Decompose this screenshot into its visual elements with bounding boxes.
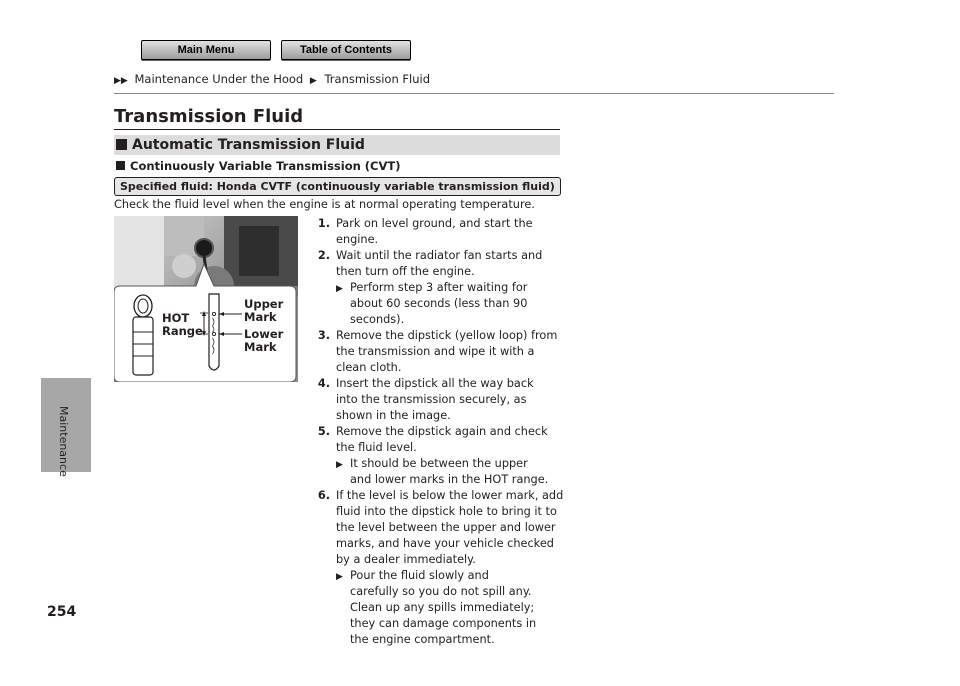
procedure-steps: [308, 216, 570, 648]
step-item: [308, 328, 570, 376]
breadcrumb-arrow-icon: ▶: [309, 76, 317, 86]
note-arrow-icon: ▶: [336, 284, 343, 294]
upper-mark-label-line1: Upper: [244, 297, 284, 311]
step-note-text: Pour the fluid slowly and carefully so you do not spill any. Clean up any spills immediately; they can damage components in the engine compartment.: [350, 569, 537, 646]
step-number: 1.: [317, 217, 330, 230]
lower-mark-label-line2: Mark: [244, 340, 277, 354]
subsection-heading: [114, 159, 401, 173]
square-bullet-icon: [116, 161, 125, 170]
note-arrow-icon: ▶: [336, 460, 343, 470]
breadcrumb-item-maintenance-under-the-hood[interactable]: Maintenance Under the Hood: [134, 72, 304, 86]
step-text: Insert the dipstick all the way back into the transmission securely, as shown in the image.: [336, 377, 534, 422]
hot-range-label-line2: Range: [162, 324, 203, 338]
intro-text: Check the fluid level when the engine is at normal operating temperature.: [114, 198, 535, 211]
page-number: 254: [47, 604, 77, 620]
hot-range-label-line1: HOT: [162, 311, 190, 325]
step-number: 3.: [317, 329, 330, 342]
step-text: Wait until the radiator fan starts and then turn off the engine.: [336, 249, 543, 278]
specified-fluid-box: Specified fluid: Honda CVTF (continuously variable transmission fluid): [114, 177, 561, 196]
table-of-contents-button[interactable]: Table of Contents: [281, 40, 411, 60]
step-text: Remove the dipstick (yellow loop) from the transmission and wipe it with a clean cloth.: [336, 329, 558, 374]
title-divider: [114, 129, 560, 130]
section-heading-text: Automatic Transmission Fluid: [132, 137, 365, 153]
step-note-text: It should be between the upper and lower marks in the HOT range.: [350, 457, 549, 486]
step-number: 2.: [317, 249, 330, 262]
main-menu-button[interactable]: Main Menu: [141, 40, 271, 60]
page-title: Transmission Fluid: [114, 106, 304, 127]
side-tab-label: Maintenance: [57, 406, 70, 477]
lower-mark-label-line1: Lower: [244, 327, 284, 341]
breadcrumb-arrow-icon: ▶▶: [114, 76, 128, 86]
breadcrumb-item-transmission-fluid: Transmission Fluid: [324, 72, 431, 86]
step-item: [308, 424, 570, 456]
note-arrow-icon: ▶: [336, 572, 343, 582]
step-note: [308, 280, 570, 328]
step-text: Park on level ground, and start the engine.: [336, 217, 533, 246]
step-number: 5.: [317, 425, 330, 438]
breadcrumb: [114, 72, 430, 86]
step-text: Remove the dipstick again and check the fluid level.: [336, 425, 548, 454]
step-note: [308, 456, 570, 488]
section-heading: [114, 135, 560, 155]
step-number: 6.: [317, 489, 330, 502]
dipstick-illustration: [114, 216, 298, 382]
step-item: [308, 488, 570, 568]
step-number: 4.: [317, 377, 330, 390]
subsection-heading-text: Continuously Variable Transmission (CVT): [130, 159, 401, 173]
step-note: [308, 568, 570, 648]
step-item: [308, 376, 570, 424]
upper-mark-label-line2: Mark: [244, 310, 277, 324]
step-text: If the level is below the lower mark, add fluid into the dipstick hole to bring it to the level between the upper and lower marks, and have your vehicle checked by a dealer immediately.: [336, 489, 564, 566]
square-bullet-icon: [116, 139, 127, 150]
step-item: [308, 216, 570, 248]
step-note-text: Perform step 3 after waiting for about 60 seconds (less than 90 seconds).: [350, 281, 528, 326]
header-divider: [114, 93, 834, 94]
step-item: [308, 248, 570, 280]
